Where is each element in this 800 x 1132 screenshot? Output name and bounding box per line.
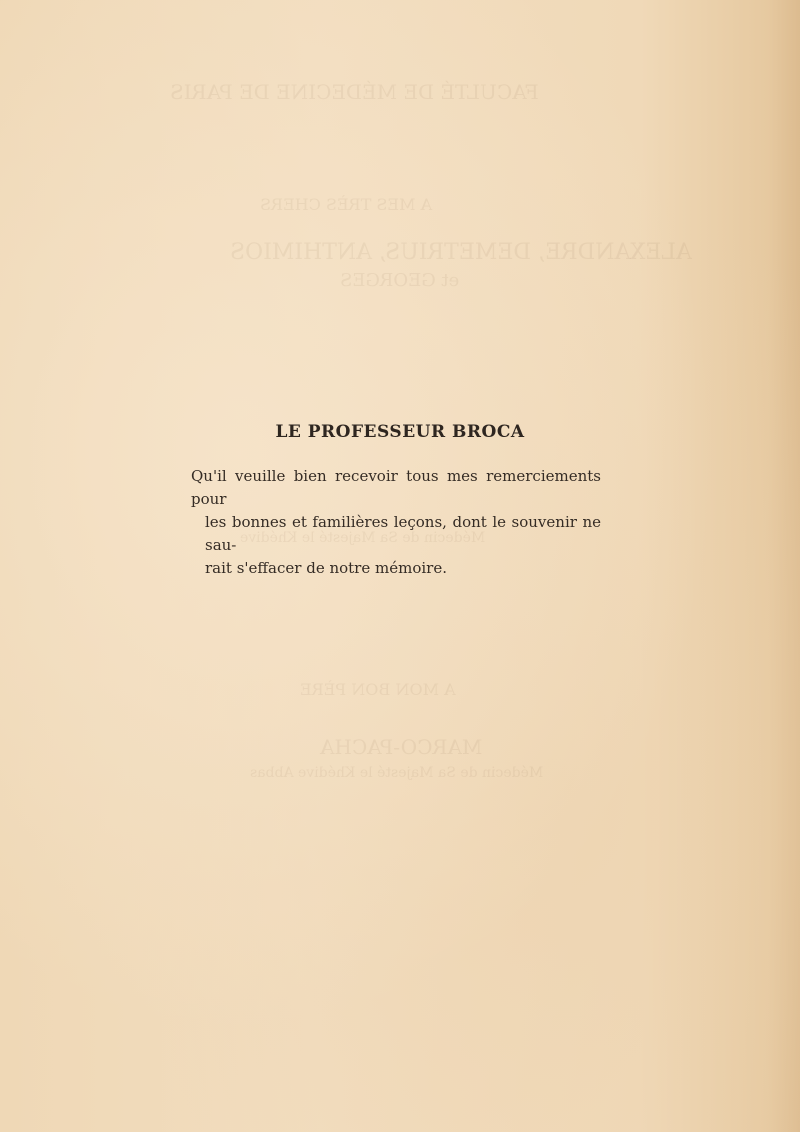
bleed-through-texture: FACULTÉ DE MÉDECINE DE PARIS: [170, 80, 539, 104]
bleed-through-texture: Médecin de Sa Majesté le Khédive Abbas: [250, 765, 544, 781]
bleed-through-texture: A MON BON PÈRE: [300, 680, 456, 699]
bleed-through-texture: MARCO-PACHA: [320, 735, 483, 759]
bleed-through-texture: ALEXANDRE, DEMETRIUS, ANTHIMIOS: [230, 240, 692, 265]
bleed-through-texture: et GEORGES: [340, 270, 460, 291]
dedication-line: Qu'il veuille bien recevoir tous mes remerciements pour: [191, 467, 601, 508]
bleed-through-texture: Médecin de Sa Majesté le Khédive: [240, 530, 486, 546]
bleed-through-texture: A MES TRÈS CHERS: [260, 195, 433, 214]
dedication-line: les bonnes et familières leçons, dont le souvenir ne sau-: [205, 513, 601, 554]
dedication-heading: LE PROFESSEUR BROCA: [275, 422, 525, 442]
dedication-paragraph: [191, 465, 601, 580]
dedication-line: rait s'effacer de notre mémoire.: [205, 559, 447, 577]
